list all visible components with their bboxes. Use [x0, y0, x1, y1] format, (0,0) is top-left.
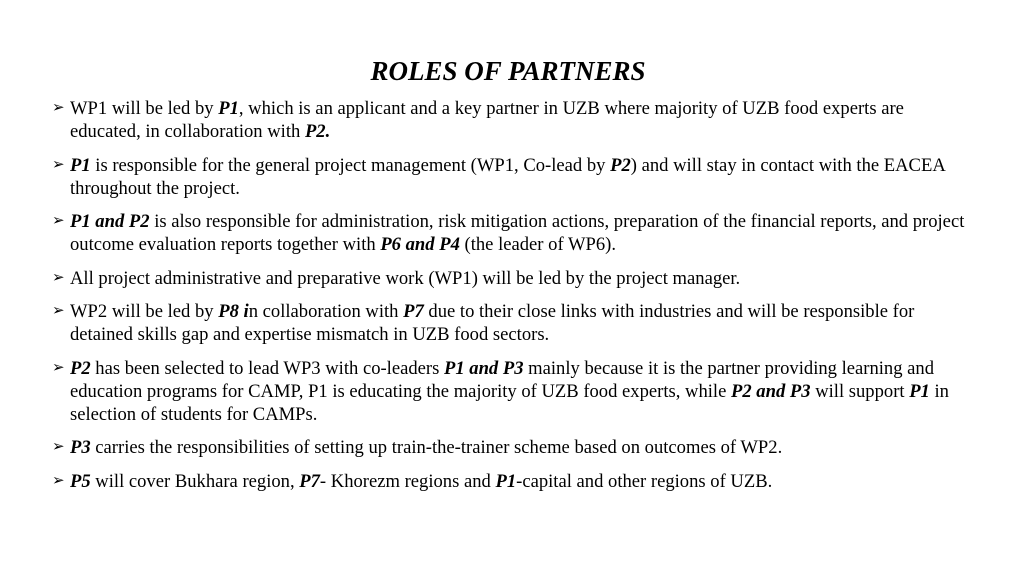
arrow-bullet-icon: ➢ — [52, 269, 65, 286]
arrow-bullet-icon: ➢ — [52, 303, 65, 319]
partner-ref: P1 — [495, 470, 517, 492]
partner-ref: P7 — [403, 301, 424, 322]
partner-ref: P7 — [299, 470, 320, 492]
arrow-bullet-icon: ➢ — [52, 213, 65, 229]
bullet-text: -capital and other regions of UZB. — [516, 470, 773, 492]
bullet-text: - Khorezm regions and — [319, 470, 496, 492]
bullet-text: WP1 will be led by — [70, 98, 219, 119]
partner-ref: P2 and P3 — [731, 380, 811, 402]
bullet-text: due to their close links with industries and will be responsible for detained skills gap and expertise mismatch in UZB food sectors. — [70, 301, 915, 345]
bullet-text: n collaboration with — [248, 301, 404, 322]
partner-ref: P1 — [909, 380, 930, 402]
bullet-text: , which is an applicant and a key partner in UZB where majority of UZB food experts are educated, in collaboration with — [70, 98, 904, 142]
arrow-bullet-icon: ➢ — [52, 359, 65, 376]
bullet-list — [52, 97, 977, 503]
bullet-text: will support — [810, 380, 910, 402]
bullet-text: in selection of students for CAMPs. — [70, 380, 949, 425]
partner-ref: P2 — [70, 357, 91, 379]
bullet-item — [52, 300, 977, 346]
bullet-item — [52, 470, 977, 493]
bullet-text: is responsible for the general project management (WP1, Co-lead by — [90, 154, 611, 176]
partner-ref: P1 and P2 — [70, 211, 150, 232]
bullet-text: All project administrative and preparative work (WP1) will be led by the project manager. — [70, 267, 741, 289]
partner-ref: P2 — [610, 154, 631, 176]
arrow-bullet-icon: ➢ — [52, 439, 65, 455]
bullet-item — [52, 210, 977, 256]
bullet-item — [52, 357, 977, 426]
partner-ref: P1 — [70, 154, 91, 176]
bullet-text: carries the responsibilities of setting up train-the-trainer scheme based on outcomes of WP2. — [90, 437, 783, 458]
arrow-bullet-icon: ➢ — [52, 472, 65, 489]
arrow-bullet-icon: ➢ — [52, 100, 65, 116]
partner-ref: P8 i — [218, 301, 249, 322]
partner-ref: P1 — [218, 98, 239, 119]
bullet-text: will cover Bukhara region, — [90, 470, 300, 492]
bullet-item — [52, 97, 977, 143]
arrow-bullet-icon: ➢ — [52, 156, 65, 173]
partner-ref: P1 and P3 — [443, 357, 524, 379]
partner-ref: P3 — [70, 437, 91, 458]
bullet-text: mainly because it is the partner providing learning and education programs for CAMP, P1 is educating the majority of UZB food experts, while — [70, 357, 935, 402]
bullet-text: is also responsible for administration, risk mitigation actions, preparation of the financial reports, and project outcome evaluation reports together with — [70, 211, 965, 255]
bullet-item — [52, 436, 977, 459]
partner-ref: P6 and P4 — [380, 234, 460, 255]
bullet-text: WP2 will be led by — [70, 301, 219, 322]
partner-ref: P5 — [70, 470, 91, 492]
bullet-text: ) and will stay in contact with the EACEA throughout the project. — [70, 154, 945, 199]
bullet-text: has been selected to lead WP3 with co-leaders — [90, 357, 444, 379]
bullet-text: (the leader of WP6). — [459, 234, 616, 255]
partner-ref: P2. — [304, 121, 331, 142]
bullet-item — [52, 267, 977, 290]
slide-title: ROLES OF PARTNERS — [370, 56, 646, 86]
bullet-item — [52, 154, 977, 200]
